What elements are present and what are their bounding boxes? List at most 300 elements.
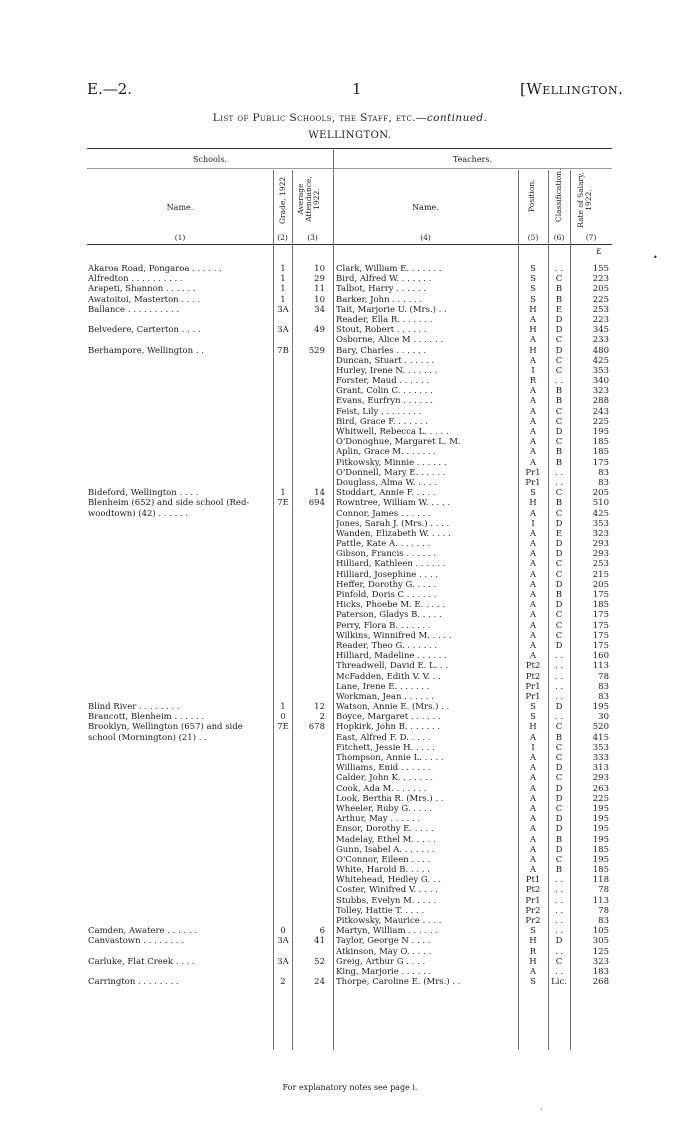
- table-row: [87, 325, 612, 335]
- salary-cell: 323: [592, 956, 609, 967]
- position-cell: A: [529, 610, 537, 621]
- salary-cell: 83: [598, 691, 609, 702]
- position-cell: A: [529, 579, 537, 590]
- position-cell: A: [529, 803, 537, 814]
- teacher-name-cell: Whitwell, Rebecca L. . . . .: [336, 427, 449, 437]
- salary-cell: 293: [592, 773, 609, 784]
- salary-cell: 205: [592, 284, 609, 295]
- salary-cell: 195: [592, 427, 609, 437]
- position-cell: A: [529, 844, 537, 855]
- position-cell: S: [530, 264, 536, 274]
- classification-cell: B: [555, 590, 563, 600]
- classification-cell: . .: [554, 691, 564, 702]
- school-name-cell: Brancott, Blenheim . . . . . .: [88, 712, 205, 723]
- classification-cell: C: [555, 722, 563, 733]
- salary-cell: 195: [592, 854, 609, 865]
- grade-cell: 1: [280, 264, 286, 274]
- teacher-name-cell: Cook, Ada M. . . . . . .: [336, 783, 427, 794]
- classification-cell: B: [555, 457, 563, 468]
- table-row: [87, 590, 612, 600]
- classification-cell: D: [555, 783, 563, 794]
- table-row: [87, 936, 612, 946]
- teacher-name-cell: Osborne, Alice M . . . . . .: [336, 335, 444, 346]
- position-cell: A: [529, 753, 537, 763]
- teacher-name-cell: Clark, William E. . . . . . .: [336, 264, 442, 274]
- table-row: [87, 407, 612, 417]
- table-row: [87, 305, 612, 315]
- position-cell: S: [530, 284, 536, 295]
- teacher-name-cell: Thompson, Annie L. . . . .: [336, 753, 444, 763]
- classification-cell: C: [555, 437, 563, 448]
- salary-cell: 175: [592, 457, 609, 468]
- teacher-name-cell: Bary, Charles . . . . . .: [336, 345, 427, 356]
- classification-cell: . .: [554, 651, 564, 662]
- teacher-name-cell: Threadwell, David E. L. . .: [336, 661, 449, 672]
- position-cell: A: [529, 732, 537, 743]
- classification-cell: . .: [554, 875, 564, 886]
- table-top-rule: [87, 148, 612, 149]
- position-cell: S: [530, 712, 536, 723]
- table-row: [87, 722, 612, 732]
- salary-cell: 175: [592, 630, 609, 641]
- attendance-cell: 2: [319, 712, 325, 723]
- grade-cell: 7B: [277, 345, 289, 356]
- classification-cell: B: [555, 834, 563, 845]
- classification-cell: D: [555, 539, 563, 550]
- teacher-name-cell: Jones, Sarah J. (Mrs.) . . . .: [336, 518, 450, 529]
- school-name-cell: Ballance . . . . . . . . . .: [88, 304, 180, 315]
- position-cell: S: [530, 294, 536, 305]
- classification-cell: B: [555, 396, 563, 407]
- salary-cell: 268: [592, 977, 609, 988]
- teacher-name-cell: Martyn, William . . . . . .: [336, 926, 438, 937]
- position-cell: A: [529, 427, 537, 437]
- header-doc-code: E.—2.: [87, 80, 133, 98]
- teacher-name-cell: Duncan, Stuart . . . . . .: [336, 355, 435, 366]
- table-row: [87, 763, 612, 773]
- salary-cell: 263: [592, 783, 609, 794]
- salary-cell: 175: [592, 620, 609, 631]
- table-row: [87, 753, 612, 763]
- table-row: [87, 794, 612, 804]
- salary-cell: 175: [592, 610, 609, 621]
- salary-cell: 253: [592, 559, 609, 570]
- table-row: [87, 437, 612, 447]
- position-cell: Pr1: [525, 467, 541, 478]
- table-row: [87, 621, 612, 631]
- classification-cell: C: [555, 620, 563, 631]
- school-name-cell: Arapeti, Shannon . . . . . .: [88, 284, 196, 295]
- attendance-cell: 29: [314, 274, 325, 285]
- classification-cell: . .: [554, 895, 564, 906]
- grade-cell: 7E: [277, 498, 289, 509]
- table-row: [87, 559, 612, 569]
- teacher-name-cell: Connor, James . . . . . .: [336, 508, 431, 519]
- classification-cell: C: [555, 416, 563, 427]
- classification-cell: C: [555, 559, 563, 570]
- table-row: [87, 396, 612, 406]
- teacher-name-cell: Pitkowsky, Minnie . . . . . .: [336, 457, 447, 468]
- table-row: [87, 967, 612, 977]
- salary-cell: 175: [592, 640, 609, 651]
- teacher-name-cell: Fitchett, Jessie H. . . . .: [336, 742, 435, 753]
- table-row: [87, 977, 612, 987]
- salary-cell: 205: [592, 579, 609, 590]
- salary-cell: 313: [592, 763, 609, 774]
- table-row: [87, 264, 612, 274]
- position-cell: A: [529, 600, 537, 611]
- teacher-name-cell: Paterson, Gladys B. . . . .: [336, 610, 442, 621]
- teacher-name-cell: East, Alfred F. D. . . . .: [336, 732, 431, 743]
- table-row: [87, 733, 612, 743]
- classification-cell: D: [555, 763, 563, 774]
- position-cell: H: [529, 936, 537, 947]
- position-cell: A: [529, 763, 537, 774]
- school-name-cell: woodtown) (42) . . . . . .: [88, 508, 189, 519]
- teacher-name-cell: Arthur, May . . . . . .: [336, 814, 421, 825]
- teacher-name-cell: Evans, Eurfryn . . . . . .: [336, 396, 433, 407]
- table-row: [87, 814, 612, 824]
- salary-cell: 205: [592, 488, 609, 499]
- teacher-name-cell: Perry, Flora B. . . . . . .: [336, 620, 431, 631]
- position-cell: S: [530, 488, 536, 499]
- salary-cell: 305: [592, 936, 609, 947]
- salary-cell: 323: [592, 386, 609, 397]
- teacher-name-cell: Hilliard, Madeline . . . . . .: [336, 651, 447, 662]
- salary-cell: 83: [598, 477, 609, 488]
- teacher-name-cell: Hilliard, Kathleen . . . . . .: [336, 559, 446, 570]
- salary-cell: 113: [592, 895, 609, 906]
- grade-cell: 0: [280, 712, 286, 723]
- classification-cell: . .: [554, 966, 564, 977]
- grade-cell: 2: [280, 977, 286, 988]
- salary-cell: 415: [592, 732, 609, 743]
- teacher-name-cell: Wilkins, Winnifred M. . . . .: [336, 630, 452, 641]
- salary-cell: 185: [592, 844, 609, 855]
- grade-cell: 3A: [277, 936, 289, 947]
- salary-cell: 185: [592, 600, 609, 611]
- classification-cell: C: [555, 335, 563, 346]
- position-cell: A: [529, 966, 537, 977]
- teacher-name-cell: Gibson, Francis . . . . . .: [336, 549, 437, 560]
- classification-cell: . .: [554, 671, 564, 682]
- salary-cell: 78: [598, 905, 609, 916]
- attendance-cell: 6: [319, 926, 325, 937]
- salary-cell: 185: [592, 437, 609, 448]
- classification-cell: D: [555, 640, 563, 651]
- teacher-name-cell: Hilliard, Josephine . . . .: [336, 569, 438, 580]
- position-cell: H: [529, 345, 537, 356]
- col-num-5: (5): [527, 233, 539, 242]
- school-name-cell: Camden, Awatere . . . . . .: [88, 926, 198, 937]
- teacher-name-cell: Reader, Theo G. . . . . . .: [336, 640, 438, 651]
- position-cell: S: [530, 926, 536, 937]
- classification-cell: C: [555, 753, 563, 763]
- teacher-name-cell: Tolley, Hattie T. . . . .: [336, 905, 425, 916]
- teacher-name-cell: Rowntree, William W. . . . .: [336, 498, 451, 509]
- position-header: Position.: [527, 179, 536, 212]
- classification-cell: B: [555, 732, 563, 743]
- teacher-name-cell: Stoddart, Annie F. . . . .: [336, 488, 436, 499]
- teacher-name-cell: Calder, John K. . . . . . .: [336, 773, 433, 784]
- classification-cell: B: [555, 386, 563, 397]
- salary-cell: 333: [592, 753, 609, 763]
- col-num-4: (4): [420, 233, 431, 242]
- position-cell: S: [530, 977, 536, 988]
- attendance-cell: 52: [314, 956, 325, 967]
- teacher-name-cell: Douglass, Alma W. . . . .: [336, 477, 438, 488]
- position-cell: Pr2: [525, 916, 541, 926]
- salary-cell: 113: [592, 661, 609, 672]
- salary-cell: 425: [592, 355, 609, 366]
- salary-cell: 353: [592, 518, 609, 529]
- table-row: [87, 926, 612, 936]
- salary-cell: 195: [592, 702, 609, 713]
- classification-cell: C: [555, 569, 563, 580]
- teacher-name-cell: Thorpe, Caroline E. (Mrs.) . .: [336, 977, 461, 988]
- table-row: [87, 845, 612, 855]
- teacher-name-cell: O'Connor, Eileen . . . .: [336, 854, 431, 865]
- table-row: [87, 916, 612, 926]
- teacher-name-cell: Forster, Maud . . . . . .: [336, 376, 430, 387]
- salary-cell: 510: [592, 498, 609, 509]
- classification-cell: D: [555, 600, 563, 611]
- school-name-cell: Carrington . . . . . . . .: [88, 977, 179, 988]
- attendance-cell: 49: [314, 325, 325, 336]
- classification-cell: C: [555, 742, 563, 753]
- salary-cell: 353: [592, 365, 609, 376]
- grade-cell: 0: [280, 926, 286, 937]
- school-name-cell: Carluke, Flat Creek . . . .: [88, 956, 195, 967]
- classification-cell: C: [555, 773, 563, 784]
- table-row: [87, 641, 612, 651]
- position-cell: A: [529, 335, 537, 346]
- classification-cell: C: [555, 488, 563, 499]
- classification-cell: . .: [554, 885, 564, 896]
- classification-cell: D: [555, 518, 563, 529]
- table-row: [87, 600, 612, 610]
- position-cell: A: [529, 854, 537, 865]
- position-cell: H: [529, 498, 537, 509]
- salary-cell: 293: [592, 549, 609, 560]
- teacher-name-cell: McFadden, Edith V. V. . .: [336, 671, 441, 682]
- table-row: [87, 335, 612, 345]
- classification-cell: D: [555, 579, 563, 590]
- table-row: [87, 804, 612, 814]
- classification-cell: . .: [554, 681, 564, 692]
- table-row: [87, 509, 612, 519]
- table-row: [87, 672, 612, 682]
- salary-cell: 195: [592, 824, 609, 835]
- table-row: [87, 885, 612, 895]
- classification-cell: . .: [554, 477, 564, 488]
- classification-cell: C: [555, 610, 563, 621]
- page-speck: •: [653, 253, 658, 262]
- page-title-continued: continued.: [426, 112, 488, 124]
- classification-cell: E: [555, 304, 563, 315]
- table-row: [87, 947, 612, 957]
- teacher-name-cell: Taylor, George N . . . .: [336, 936, 431, 947]
- teacher-name-cell: King, Marjorie . . . . . .: [336, 966, 432, 977]
- table-row: [87, 274, 612, 284]
- teacher-name-cell: Madelay, Ethel M. . . . .: [336, 834, 436, 845]
- grade-cell: 1: [280, 294, 286, 305]
- classification-cell: . .: [554, 946, 564, 957]
- table-row: [87, 315, 612, 325]
- school-name-cell: Canvastown . . . . . . . .: [88, 936, 184, 947]
- page-subtitle: WELLINGTON.: [308, 130, 392, 141]
- salary-cell: 353: [592, 742, 609, 753]
- salary-cell: 225: [592, 416, 609, 427]
- classification-cell: C: [555, 508, 563, 519]
- teacher-name-cell: Aplin, Grace M. . . . . . .: [336, 447, 437, 458]
- position-cell: A: [529, 416, 537, 427]
- attendance-cell: 41: [314, 936, 325, 947]
- position-cell: A: [529, 865, 537, 876]
- position-cell: A: [529, 386, 537, 397]
- table-row: [87, 417, 612, 427]
- position-cell: A: [529, 569, 537, 580]
- teacher-name-cell: Greig, Arthur G . . . .: [336, 956, 426, 967]
- teacher-name-cell: Ensor, Dorothy E. . . . .: [336, 824, 434, 835]
- page-title: [0, 112, 700, 124]
- currency-symbol: £: [596, 247, 602, 257]
- col-num-7: (7): [585, 233, 597, 242]
- position-cell: A: [529, 620, 537, 631]
- salary-header: Rate of Salary, 1922.: [576, 172, 593, 228]
- table-row: [87, 488, 612, 498]
- salary-cell: 195: [592, 834, 609, 845]
- position-cell: A: [529, 773, 537, 784]
- school-name-cell: Belvedere, Carterton . . . .: [88, 325, 201, 336]
- teacher-name-cell: Workman, Jean . . . . . .: [336, 691, 434, 702]
- table-row: [87, 478, 612, 488]
- position-cell: S: [530, 702, 536, 713]
- position-cell: A: [529, 447, 537, 458]
- table-row: [87, 784, 612, 794]
- position-cell: A: [529, 508, 537, 519]
- position-cell: Pr1: [525, 477, 541, 488]
- classification-cell: C: [555, 803, 563, 814]
- position-cell: H: [529, 304, 537, 315]
- teacher-name-cell: Tait, Marjorie U. (Mrs.) . .: [336, 304, 447, 315]
- table-row: [87, 692, 612, 702]
- school-name-cell: Bideford, Wellington . . . .: [88, 488, 199, 499]
- table-group-rule: [87, 168, 612, 169]
- school-name-cell: Alfredton . . . . . . . . . .: [88, 274, 183, 285]
- position-cell: A: [529, 783, 537, 794]
- school-name-cell: Blind River . . . . . . . .: [88, 702, 180, 713]
- salary-cell: 83: [598, 916, 609, 926]
- teacher-name-cell: Gunn, Isabel A. . . . . . .: [336, 844, 435, 855]
- position-cell: A: [529, 457, 537, 468]
- attendance-cell: 10: [314, 264, 325, 274]
- table-row: [87, 284, 612, 294]
- table-row: [87, 376, 612, 386]
- attendance-cell: 11: [314, 284, 325, 295]
- teacher-name-cell: Lane, Irene E. . . . . . .: [336, 681, 430, 692]
- position-cell: Pr1: [525, 895, 541, 906]
- teacher-name-cell: Hurley, Irene N. . . . . . .: [336, 365, 438, 376]
- salary-cell: 155: [592, 264, 609, 274]
- position-cell: A: [529, 549, 537, 560]
- classification-cell: . .: [554, 712, 564, 723]
- table-row: [87, 539, 612, 549]
- table-row: [87, 498, 612, 508]
- classification-cell: . .: [554, 926, 564, 937]
- teacher-name-cell: Hicks, Phoebe M. E. . . . .: [336, 600, 445, 611]
- salary-cell: 425: [592, 508, 609, 519]
- table-row: [87, 549, 612, 559]
- classification-cell: D: [555, 314, 563, 325]
- attendance-cell: 529: [308, 345, 325, 356]
- teacher-name-cell: Wheeler, Ruby G. . . . .: [336, 803, 433, 814]
- table-row: [87, 447, 612, 457]
- position-cell: Pt1: [525, 875, 541, 886]
- classification-cell: D: [555, 549, 563, 560]
- position-cell: A: [529, 630, 537, 641]
- position-cell: I: [531, 518, 535, 529]
- classification-cell: C: [555, 854, 563, 865]
- position-cell: I: [531, 365, 535, 376]
- salary-cell: 243: [592, 406, 609, 417]
- position-cell: Pt2: [525, 885, 541, 896]
- position-cell: A: [529, 559, 537, 570]
- grade-cell: 1: [280, 284, 286, 295]
- table-row: [87, 458, 612, 468]
- page-speck: ·: [540, 1105, 543, 1114]
- teacher-name-cell: Coster, Winifred V. . . . .: [336, 885, 438, 896]
- salary-cell: 520: [592, 722, 609, 733]
- teacher-name-cell: Pitkowsky, Maurice . . . .: [336, 916, 442, 926]
- table-row: [87, 356, 612, 366]
- table-row: [87, 743, 612, 753]
- position-cell: A: [529, 539, 537, 550]
- col-num-3: (3): [307, 233, 318, 242]
- teacher-name-cell: O'Donnell, Mary E. . . . . .: [336, 467, 446, 478]
- teachers-group-header: Teachers.: [452, 155, 493, 164]
- position-cell: A: [529, 834, 537, 845]
- school-name-cell: Blenheim (652) and side school (Red-: [88, 498, 250, 509]
- salary-cell: 223: [592, 274, 609, 285]
- school-name-cell: Akaroa Road, Pongaroa . . . . . .: [88, 264, 222, 274]
- teacher-name-cell: Stout, Robert . . . . . .: [336, 325, 427, 336]
- position-cell: A: [529, 437, 537, 448]
- table-row: [87, 346, 612, 356]
- school-name-header: Name.: [166, 203, 194, 212]
- table-row: [87, 610, 612, 620]
- position-cell: A: [529, 824, 537, 835]
- classification-cell: Lic.: [551, 977, 567, 988]
- classification-cell: C: [555, 274, 563, 285]
- attendance-cell: 10: [314, 294, 325, 305]
- table-row: [87, 875, 612, 885]
- salary-cell: 83: [598, 467, 609, 478]
- grade-cell: 3A: [277, 325, 289, 336]
- position-cell: A: [529, 355, 537, 366]
- table-row: [87, 896, 612, 906]
- classification-cell: B: [555, 865, 563, 876]
- classification-cell: B: [555, 294, 563, 305]
- classification-cell: C: [555, 355, 563, 366]
- attendance-cell: 24: [314, 977, 325, 988]
- salary-cell: 185: [592, 865, 609, 876]
- classification-cell: D: [555, 427, 563, 437]
- footer-note: For explanatory notes see page i.: [282, 1083, 418, 1092]
- teacher-name-cell: Atkinson, May O. . . . .: [336, 946, 432, 957]
- school-name-cell: Berhampore, Wellington . .: [88, 345, 204, 356]
- salary-cell: 480: [592, 345, 609, 356]
